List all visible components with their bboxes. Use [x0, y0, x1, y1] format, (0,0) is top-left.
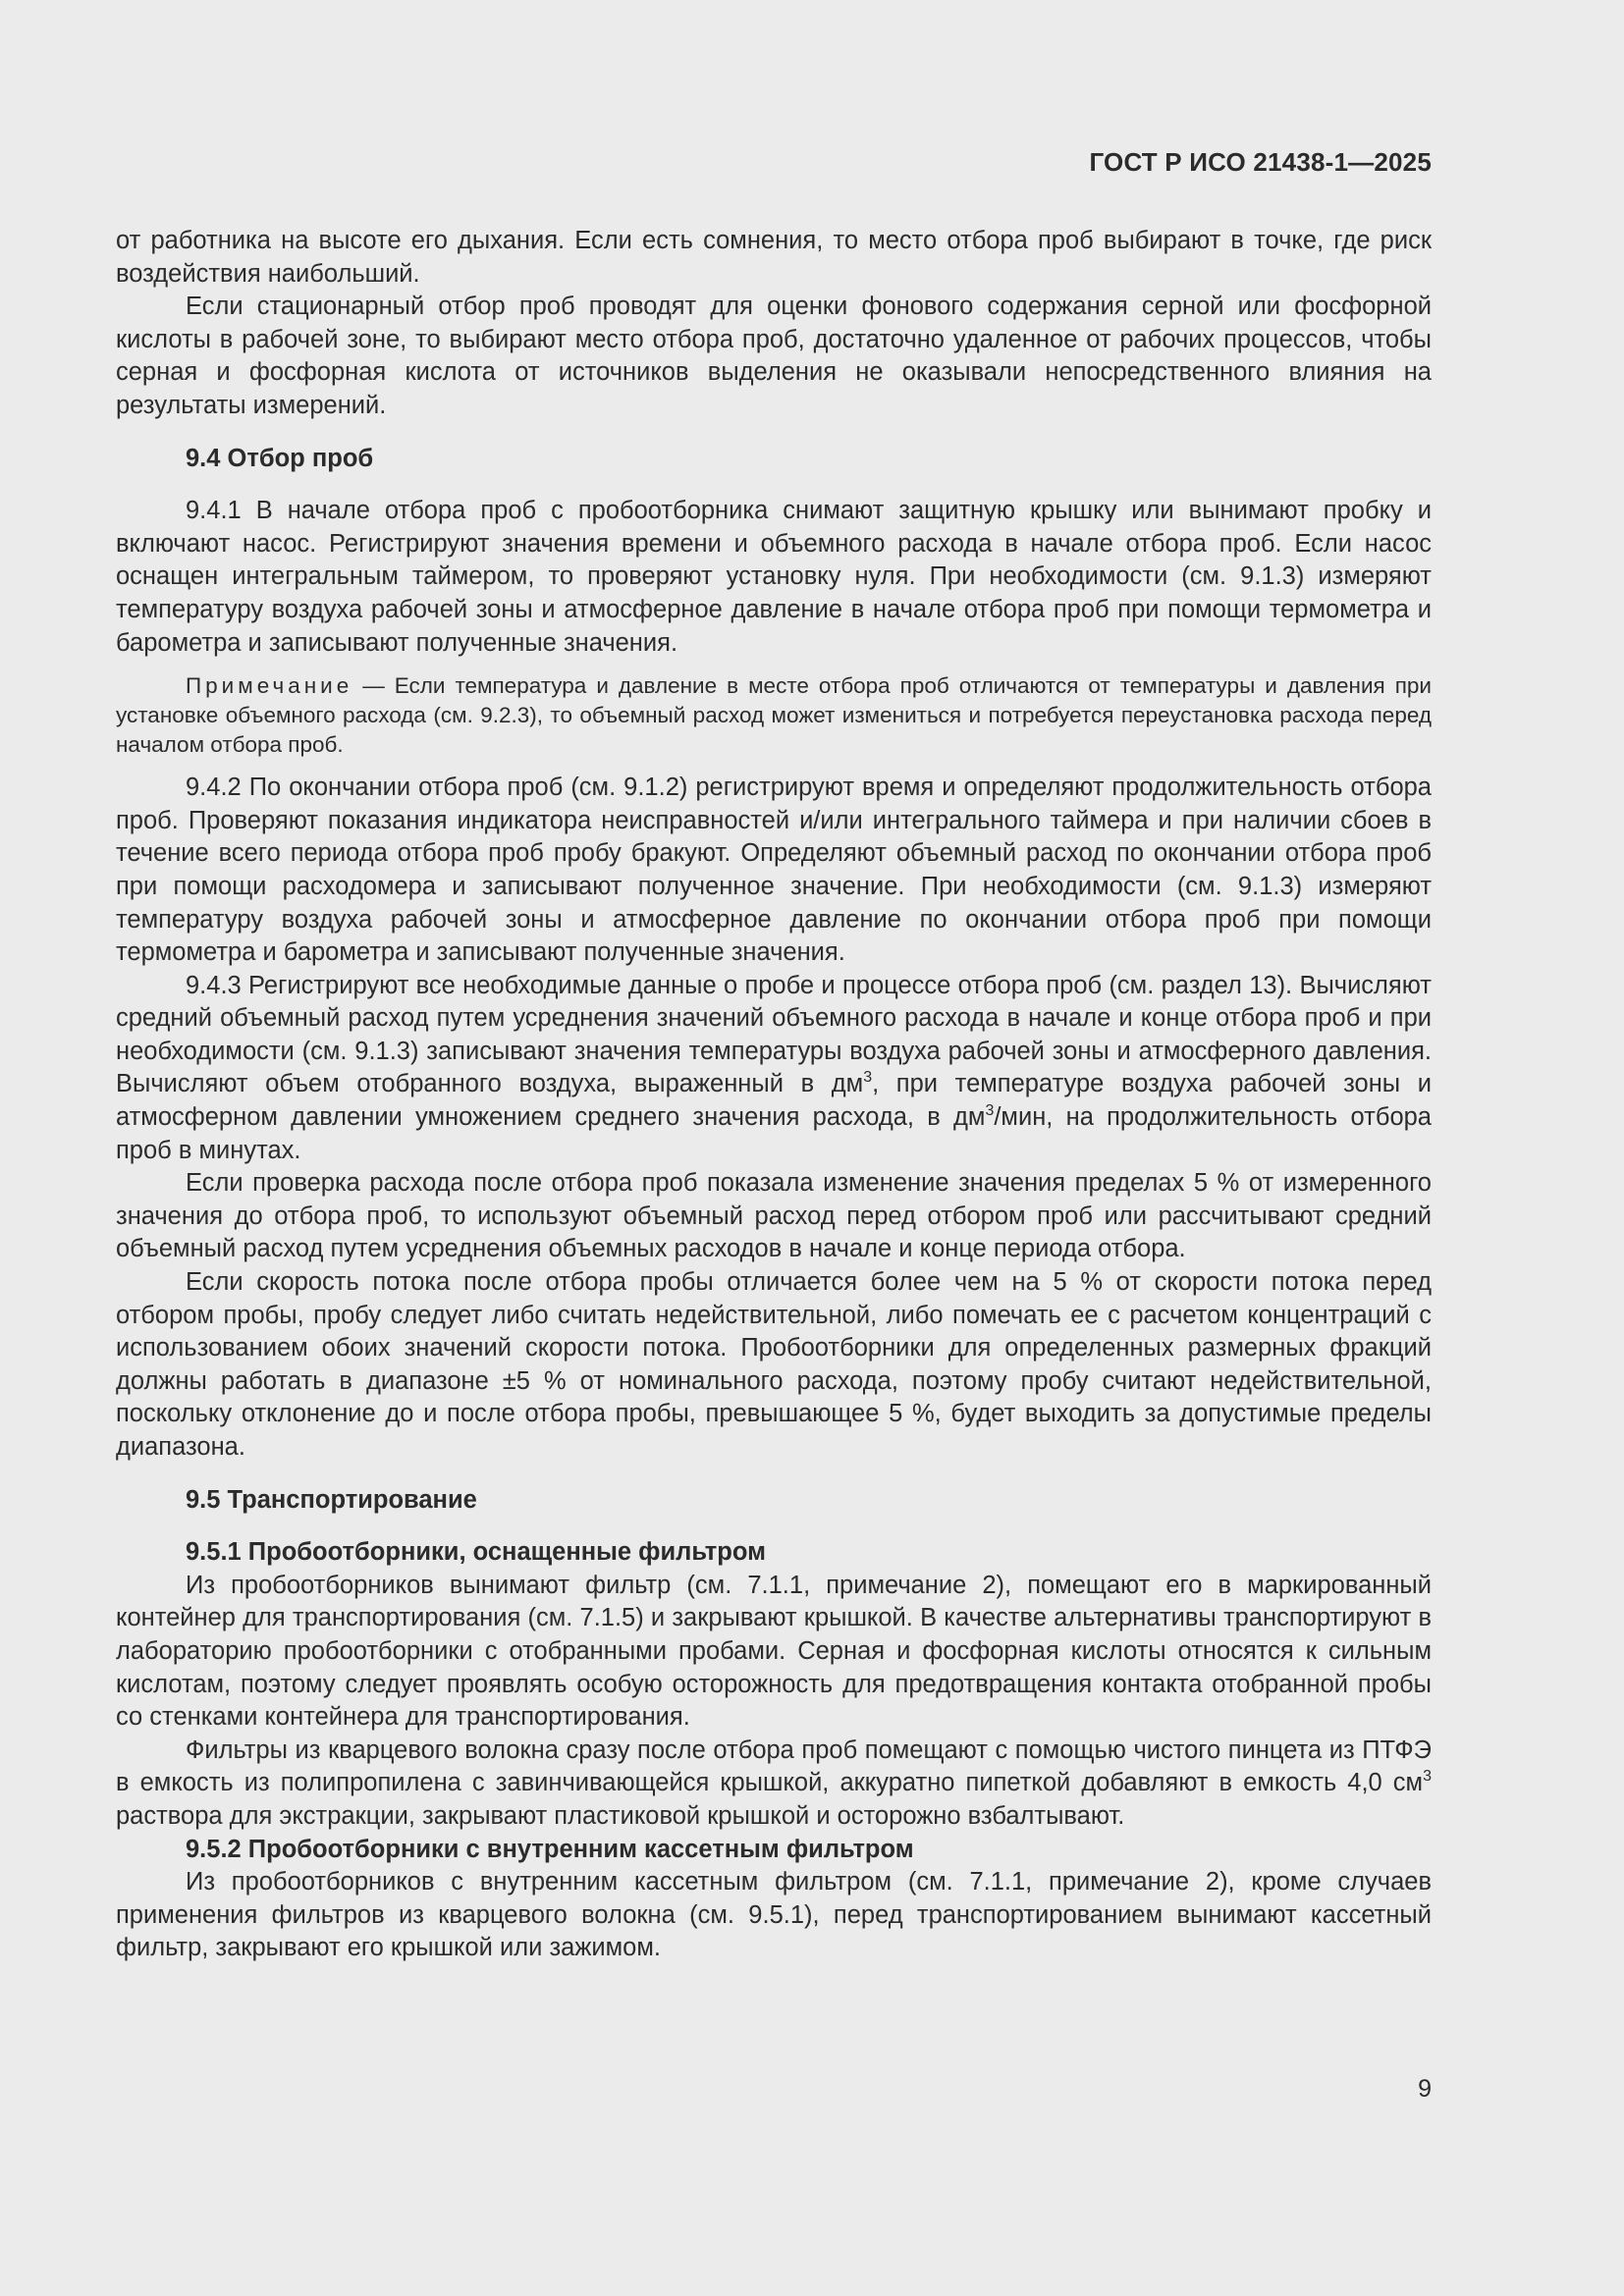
paragraph-continuation: от работника на высоте его дыхания. Если есть сомнения, то место отбора проб выбирают в точке, где риск воздействия наибольший. [116, 227, 1432, 288]
paragraph-9-4-3-part-b: , при температуре воздуха рабочей зоны и атмосферном давлении умножением среднего значения расхода, в дм [116, 1070, 1432, 1132]
superscript-cube: 3 [1423, 1768, 1432, 1786]
document-id-header: ГОСТ Р ИСО 21438-1—2025 [1089, 147, 1432, 177]
note-label: Примечание [186, 673, 353, 699]
paragraph-9-5-1-quartz-part-a: Фильтры из кварцевого волокна сразу после отбора проб помещают с помощью чистого пинцета из ПТФЭ в емкость из полипропилена с завинчивающейся крышкой, аккуратно пипеткой добавляют в емкость 4,0 см [116, 1735, 1432, 1797]
paragraph-background-sampling: Если стационарный отбор проб проводят для оценки фонового содержания серной или фосфорной кислоты в рабочей зоне, то выбирают место отбора проб, достаточно удаленное от рабочих процессов, чтобы серная и фосфорная кислота от источников выделения не оказывали непосредственного влияния на результаты измерений. [116, 293, 1432, 419]
note-paragraph [116, 671, 1432, 760]
paragraph-9-5-2: Из пробоотборников с внутренним кассетным фильтром (см. 7.1.1, примечание 2), кроме случаев применения фильтров из кварцевого волокна (см. 9.5.1), перед транспортированием вынимают кассетный фильтр, закрывают его крышкой или зажимом. [116, 1868, 1432, 1962]
paragraph-9-4-2: 9.4.2 По окончании отбора проб (см. 9.1.2) регистрируют время и определяют продолжительность отбора проб. Проверяют показания индикатора неисправностей и/или интегрального таймера и при наличии сбоев в течение всего периода отбора проб пробу бракуют. Определяют объемный расход по окончании отбора проб при помощи расходомера и записывают полученное значение. При необходимости (см. 9.1.3) измеряют температуру воздуха рабочей зоны и атмосферное давление по окончании отбора проб при помощи термометра и барометра и записывают полученные значения. [116, 774, 1432, 967]
paragraph-9-4-3-part-c: /мин, на продолжительность отбора проб в минутах. [116, 1103, 1432, 1164]
paragraph-9-5-1-filter: Из пробоотборников вынимают фильтр (см. 7.1.1, примечание 2), помещают его в маркированный контейнер для транспортирования (см. 7.1.5) и закрывают крышкой. В качестве альтернативы транспортируют в лабораторию пробоотборники с отобранными пробами. Серная и фосфорная кислоты относятся к сильным кислотам, поэтому следует проявлять особую осторожность для предотвращения контакта отобранной пробы со стенками контейнера для транспортирования. [116, 1571, 1432, 1732]
heading-9-5: 9.5 Транспортирование [186, 1485, 477, 1514]
paragraph-9-5-1-quartz-part-b: раствора для экстракции, закрывают пластиковой крышкой и осторожно взбалтывают. [116, 1801, 1125, 1830]
paragraph-9-4-3 [116, 970, 1432, 1168]
paragraph-9-5-1-quartz [116, 1735, 1432, 1834]
heading-9-5-2: 9.5.2 Пробоотборники с внутренним кассетным фильтром [186, 1835, 914, 1863]
document-page [116, 0, 1432, 2296]
page-number: 9 [1418, 2075, 1432, 2103]
paragraph-9-4-3-part-a: 9.4.3 Регистрируют все необходимые данные о пробе и процессе отбора проб (см. раздел 13). Вычисляют средний объемный расход путем усреднения значений объемного расхода в начале и конце отбора проб и при необходимости (см. 9.1.3) записывают значения температуры воздуха рабочей зоны и атмосферного давления. Вычисляют объем отобранного воздуха, выраженный в дм [116, 971, 1432, 1098]
document-body [116, 225, 1432, 1965]
note-text: — Если температура и давление в месте отбора проб отличаются от температуры и давления при установке объемного расхода (см. 9.2.3), то объемный расход может измениться и потребуется переустановка расхода перед началом отбора проб. [116, 673, 1432, 758]
superscript-cube: 3 [985, 1102, 995, 1120]
heading-9-5-1: 9.5.1 Пробоотборники, оснащенные фильтром [186, 1538, 766, 1567]
heading-9-4: 9.4 Отбор проб [186, 444, 374, 472]
paragraph-flow-speed: Если скорость потока после отбора пробы отличается более чем на 5 % от скорости потока перед отбором пробы, пробу следует либо считать недействительной, либо помечать ее с расчетом концентраций с использованием обоих значений скорости потока. Пробоотборники для определенных размерных фракций должны работать в диапазоне ±5 % от номинального расхода, поэтому пробу считают недействительной, поскольку отклонение до и после отбора пробы, превышающее 5 %, будет выходить за допустимые пределы диапазона. [116, 1268, 1432, 1461]
superscript-cube: 3 [863, 1069, 873, 1087]
paragraph-9-4-1: 9.4.1 В начале отбора проб с пробоотборника снимают защитную крышку или вынимают пробку и включают насос. Регистрируют значения времени и объемного расхода в начале отбора проб. Если насос оснащен интегральным таймером, то проверяют установку нуля. При необходимости (см. 9.1.3) измеряют температуру воздуха рабочей зоны и атмосферное давление в начале отбора проб при помощи термометра и барометра и записывают полученные значения. [116, 497, 1432, 657]
paragraph-flow-check: Если проверка расхода после отбора проб показала изменение значения пределах 5 % от измеренного значения до отбора проб, то используют объемный расход перед отбором проб или рассчитывают средний объемный расход путем усреднения объемных расходов в начале и конце периода отбора. [116, 1169, 1432, 1263]
